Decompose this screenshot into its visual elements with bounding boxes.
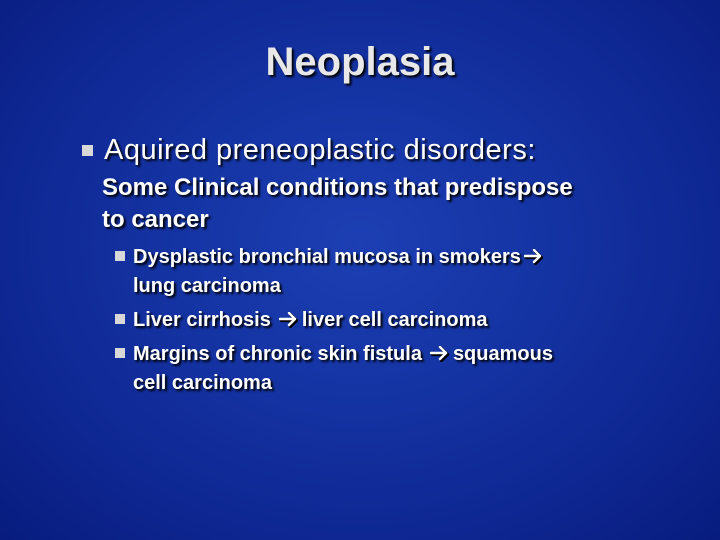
arrow-right-icon bbox=[430, 346, 450, 362]
sub-bullet-2-result: liver cell carcinoma bbox=[301, 309, 488, 331]
slide-title: Neoplasia bbox=[265, 40, 455, 84]
main-bullet-line-1: Some Clinical conditions that predispose bbox=[102, 174, 573, 201]
sub-bullet-3-line-1 bbox=[133, 340, 553, 369]
sub-bullet-2-line-1 bbox=[133, 306, 488, 335]
arrow-right-icon bbox=[524, 249, 544, 265]
sub-bullet-3-result: squamous bbox=[452, 343, 553, 365]
sub-bullet-1-text bbox=[133, 243, 547, 301]
main-bullet-heading: Aquired preneoplastic disorders: bbox=[104, 134, 536, 166]
bullet-square-icon bbox=[82, 145, 93, 156]
bullet-square-icon bbox=[115, 348, 125, 358]
sub-bullet-3-cause: Margins of chronic skin fistula bbox=[133, 343, 422, 365]
sub-bullet-2-cause: Liver cirrhosis bbox=[133, 309, 271, 331]
sub-bullet-1-line-2: lung carcinoma bbox=[133, 275, 281, 297]
main-bullet-line-2: to cancer bbox=[102, 206, 209, 233]
sub-bullet-2-text bbox=[133, 306, 488, 335]
arrow-right-icon bbox=[279, 312, 299, 328]
bullet-square-icon bbox=[115, 314, 125, 324]
main-bullet-text bbox=[102, 172, 682, 236]
sub-bullet-3-text bbox=[133, 340, 553, 398]
sub-bullet-3-line-2: cell carcinoma bbox=[133, 372, 272, 394]
bullet-square-icon bbox=[115, 251, 125, 261]
sub-bullet-1-cause: Dysplastic bronchial mucosa in smokers bbox=[133, 246, 521, 268]
sub-bullet-1-line-1 bbox=[133, 243, 547, 272]
